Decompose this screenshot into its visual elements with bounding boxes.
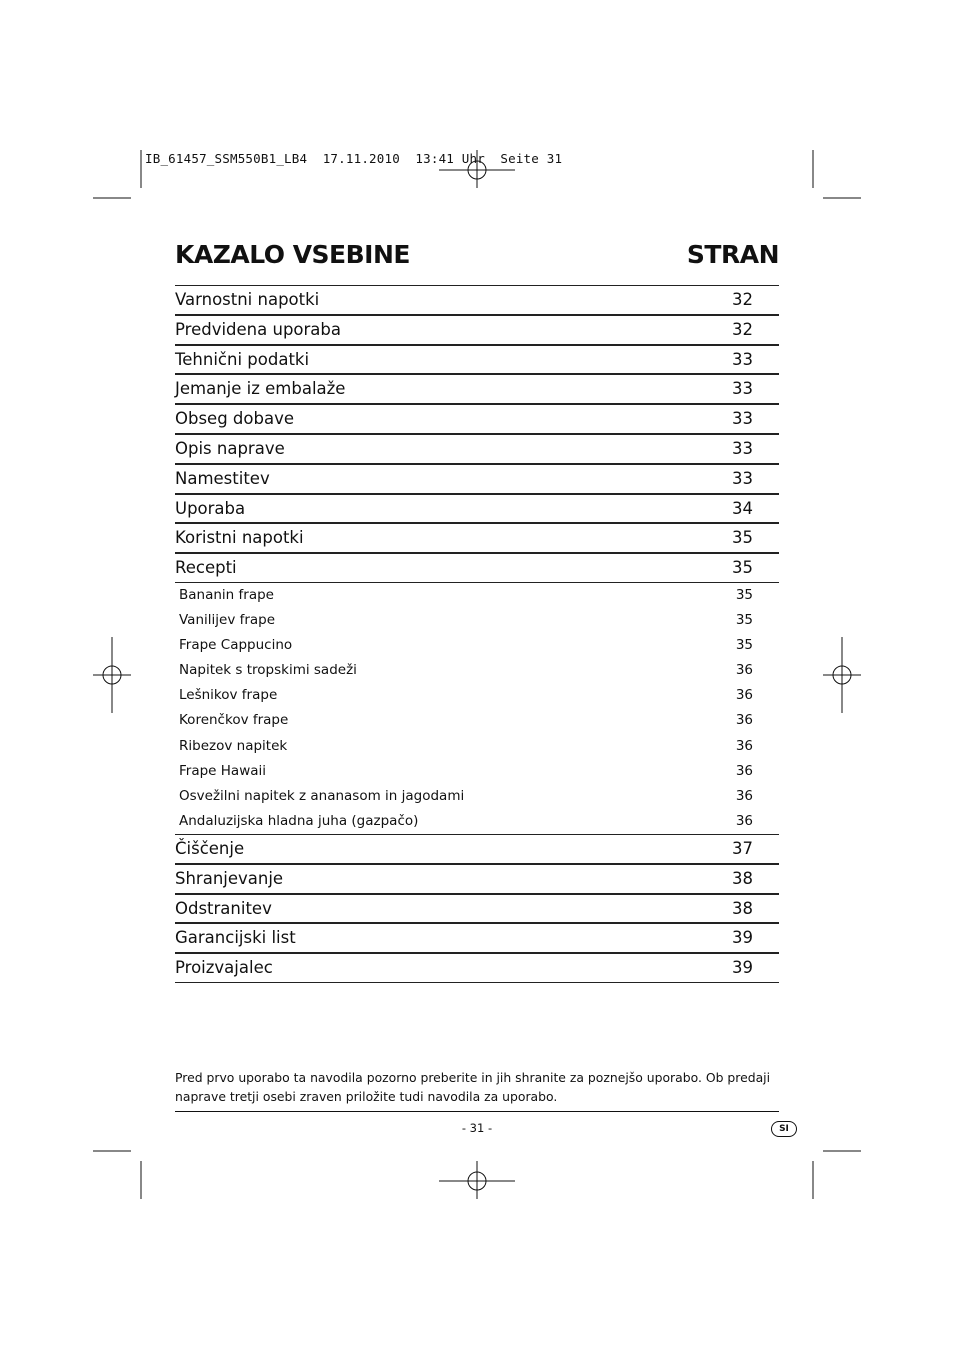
toc-row[interactable]: Uporaba 34 bbox=[175, 494, 779, 524]
toc-row[interactable]: Namestitev 33 bbox=[175, 464, 779, 494]
toc-heading: KAZALO VSEBINE bbox=[175, 240, 410, 269]
print-slug: IB_61457_SSM550B1_LB4 17.11.2010 13:41 Uhr Seite 31 bbox=[145, 151, 563, 166]
toc-subrow[interactable]: Lešnikov frape 36 bbox=[179, 687, 753, 704]
toc-row[interactable]: Koristni napotki 35 bbox=[175, 523, 779, 553]
toc-subrow[interactable]: Frape Cappucino 35 bbox=[179, 637, 753, 654]
footer-divider bbox=[175, 1111, 779, 1112]
toc-row[interactable]: Predvidena uporaba 32 bbox=[175, 315, 779, 345]
toc-row[interactable]: Odstranitev 38 bbox=[175, 894, 779, 924]
toc-row[interactable]: Opis naprave 33 bbox=[175, 434, 779, 464]
toc-row[interactable]: Jemanje iz embalaže 33 bbox=[175, 374, 779, 404]
toc-subrow[interactable]: Vanilijev frape 35 bbox=[179, 612, 753, 629]
table-of-contents bbox=[175, 285, 779, 983]
toc-subrow[interactable]: Osvežilni napitek z ananasom in jagodami 36 bbox=[179, 787, 753, 804]
language-badge: SI bbox=[771, 1121, 797, 1137]
toc-subrow[interactable]: Ribezov napitek 36 bbox=[179, 737, 753, 754]
toc-subrow[interactable]: Korenčkov frape 36 bbox=[179, 712, 753, 729]
toc-row[interactable]: Proizvajalec 39 bbox=[175, 953, 779, 983]
page-number: - 31 - bbox=[461, 1121, 493, 1135]
toc-row[interactable]: Garancijski list 39 bbox=[175, 923, 779, 953]
toc-subrow[interactable]: Andaluzijska hladna juha (gazpačo) 36 bbox=[179, 812, 753, 829]
toc-subrow[interactable]: Napitek s tropskimi sadeži 36 bbox=[179, 662, 753, 679]
footnote: Pred prvo uporabo ta navodila pozorno preberite in jih shranite za poznejšo uporabo. Ob predaji naprave tretji osebi zraven priložite tudi navodila za uporabo. bbox=[175, 1070, 771, 1104]
toc-row[interactable]: Obseg dobave 33 bbox=[175, 404, 779, 434]
toc-row[interactable]: Recepti 35 bbox=[175, 553, 779, 583]
toc-row[interactable]: Shranjevanje 38 bbox=[175, 864, 779, 894]
page-column-heading: STRAN bbox=[686, 240, 779, 269]
toc-subrow[interactable]: Bananin frape 35 bbox=[179, 586, 753, 603]
toc-row[interactable]: Varnostni napotki 32 bbox=[175, 285, 779, 315]
toc-row[interactable]: Tehnični podatki 33 bbox=[175, 345, 779, 375]
toc-subrow[interactable]: Frape Hawaii 36 bbox=[179, 762, 753, 779]
toc-row[interactable]: Čiščenje 37 bbox=[175, 834, 779, 864]
